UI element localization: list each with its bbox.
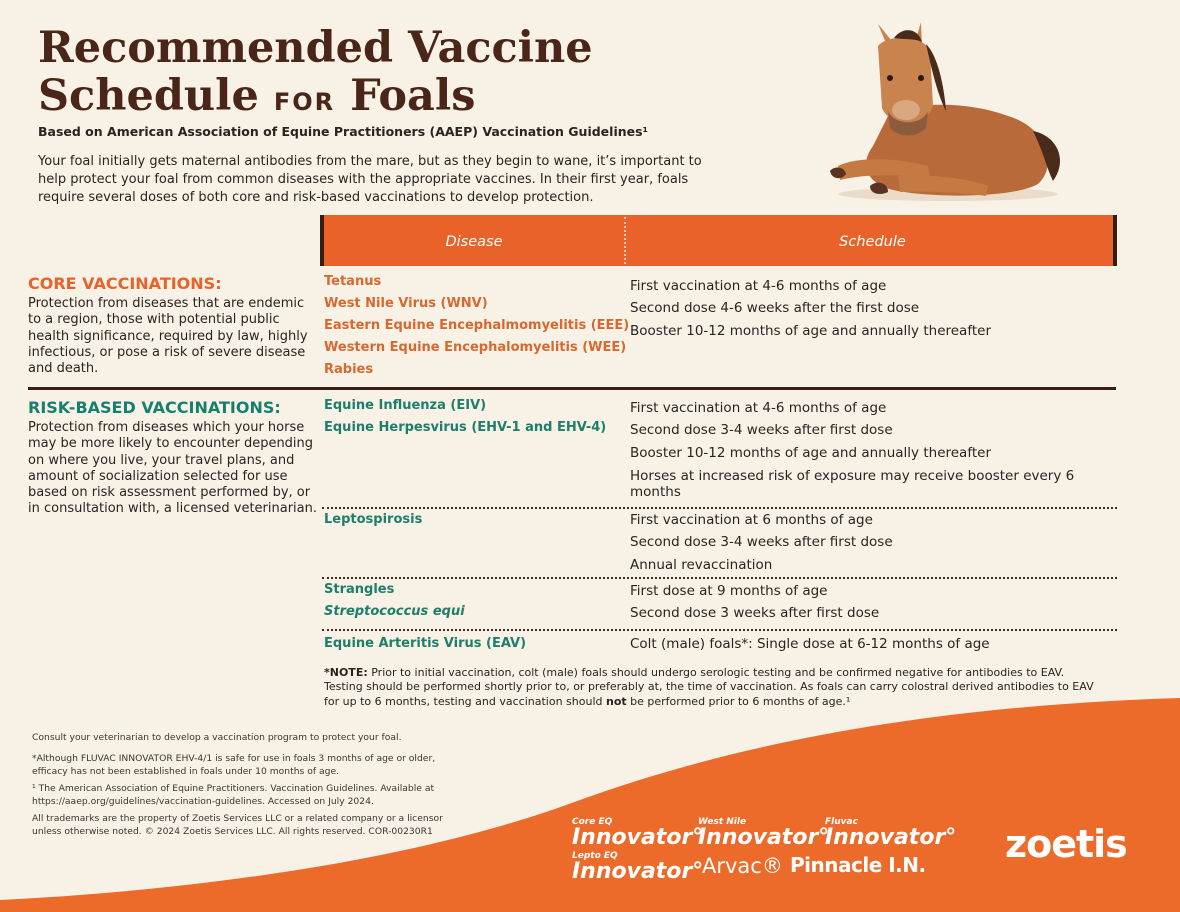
disease-name: Rabies bbox=[324, 362, 374, 377]
disease-name: Equine Influenza (EIV) bbox=[324, 398, 487, 413]
schedule-item: Annual revaccination bbox=[630, 556, 773, 573]
group-divider bbox=[322, 629, 1117, 631]
title-line-1: Recommended Vaccine bbox=[38, 23, 593, 73]
schedule-item: Booster 10-12 months of age and annually thereafter bbox=[630, 444, 991, 461]
disease-name: Strangles bbox=[324, 582, 395, 597]
fluvac-innovator-logo bbox=[825, 818, 956, 849]
lepto-eq-innovator-logo bbox=[572, 852, 703, 883]
logo-prefix: Fluvac bbox=[825, 817, 858, 827]
risk-group-3-schedule bbox=[630, 580, 879, 625]
risk-group-2-schedule bbox=[630, 509, 893, 576]
logo-prefix: Core EQ bbox=[572, 817, 613, 827]
logo-name: Innovator° bbox=[572, 825, 704, 850]
risk-group-1-diseases bbox=[324, 395, 606, 439]
disease-name: Eastern Equine Encephalmomyelitis (EEE) bbox=[324, 318, 630, 333]
note-emphasis: not bbox=[605, 694, 627, 708]
risk-group-4-schedule bbox=[630, 633, 990, 655]
core-vaccinations-title: CORE VACCINATIONS: bbox=[28, 274, 222, 293]
arvac-logo: Arvac® bbox=[702, 854, 783, 878]
schedule-item: Second dose 4-6 weeks after the first dose bbox=[630, 300, 920, 317]
intro-paragraph: Your foal initially gets maternal antibodies from the mare, but as they begin to wane, it’s important to help protect your foal from common diseases with the appropriate vaccines. In their first year, foals require several doses of both core and risk-based vaccinations to develop protection. bbox=[38, 154, 702, 205]
schedule-item: Second dose 3 weeks after first dose bbox=[630, 605, 880, 622]
risk-based-vaccinations-description: Protection from diseases which your horse may be more likely to encounter depending on where you live, your travel plans, and amount of socialization selected for use based on risk assessment performed by, or in consultation with, a licensed veterinarian. bbox=[28, 420, 317, 517]
column-header-schedule: Schedule bbox=[839, 234, 906, 250]
disease-name: Leptospirosis bbox=[324, 512, 423, 527]
section-divider bbox=[28, 387, 1116, 390]
page-title bbox=[38, 24, 593, 126]
schedule-item: First vaccination at 4-6 months of age bbox=[630, 278, 887, 294]
column-header-disease: Disease bbox=[445, 234, 503, 250]
schedule-item: Booster 10-12 months of age and annually thereafter bbox=[630, 322, 991, 339]
west-nile-innovator-logo bbox=[698, 818, 829, 849]
risk-group-2-diseases bbox=[324, 509, 422, 531]
subtitle: Based on American Association of Equine Practitioners (AAEP) Vaccination Guidelines¹ bbox=[38, 124, 649, 139]
note-text-b: be performed prior to 6 months of age.¹ bbox=[626, 694, 851, 708]
schedule-item: Colt (male) foals*: Single dose at 6-12 months of age bbox=[630, 636, 990, 652]
disease-name: Streptococcus equi bbox=[324, 604, 465, 619]
footnotes bbox=[32, 731, 452, 842]
logo-name: Innovator° bbox=[825, 825, 957, 850]
title-line-2b: Foals bbox=[350, 71, 476, 121]
note-text-a: Prior to initial vaccination, colt (male) foals should undergo serologic testing and be confirmed negative for antibodies to EAV. Testing should be performed shortly prior to, or preferably at, the time of vaccination. As foals can carry colostral derived antibodies to EAV for up to 6 months, testing and vaccination should bbox=[324, 666, 1094, 708]
logo-name: Innovator° bbox=[698, 825, 830, 850]
risk-group-3-diseases bbox=[324, 579, 465, 623]
title-line-2a: Schedule bbox=[38, 71, 259, 121]
note-label: *NOTE: bbox=[324, 666, 368, 679]
zoetis-logo: zoetis bbox=[1005, 822, 1127, 866]
footnote: ¹ The American Association of Equine Practitioners. Vaccination Guidelines. Available at https://aaep.org/guidelines/vaccination-guidelines. Accessed on July 2024. bbox=[32, 783, 435, 807]
pinnacle-logo: Pinnacle I.N. bbox=[790, 853, 926, 877]
schedule-item: First dose at 9 months of age bbox=[630, 583, 828, 599]
core-vaccinations-description: Protection from diseases that are endemic to a region, those with potential public health significance, required by law, highly infectious, or pose a risk of severe disease and death. bbox=[28, 296, 308, 377]
schedule-item: Second dose 3-4 weeks after first dose bbox=[630, 422, 893, 439]
core-disease-list bbox=[324, 271, 629, 381]
footnote: All trademarks are the property of Zoetis Services LLC or a related company or a licensor unless otherwise noted. © 2024 Zoetis Services LLC. All rights reserved. COR-00230R1 bbox=[32, 813, 443, 837]
schedule-item: Second dose 3-4 weeks after first dose bbox=[630, 534, 893, 551]
logo-name: Innovator° bbox=[572, 859, 704, 884]
logo-prefix: Lepto EQ bbox=[572, 851, 618, 861]
disease-name: Equine Arteritis Virus (EAV) bbox=[324, 636, 527, 651]
disease-name: Tetanus bbox=[324, 274, 382, 289]
schedule-item: Horses at increased risk of exposure may receive booster every 6 months bbox=[630, 467, 1075, 500]
header-divider bbox=[624, 217, 626, 264]
core-eq-innovator-logo bbox=[572, 818, 703, 849]
disease-name: West Nile Virus (WNV) bbox=[324, 296, 488, 311]
schedule-item: First vaccination at 4-6 months of age bbox=[630, 400, 887, 416]
risk-group-1-schedule bbox=[630, 397, 1090, 502]
disease-name: Equine Herpesvirus (EHV-1 and EHV-4) bbox=[324, 420, 607, 435]
footnote: Consult your veterinarian to develop a vaccination program to protect your foal. bbox=[32, 732, 402, 743]
foal-illustration bbox=[818, 16, 1073, 206]
footnote: *Although FLUVAC INNOVATOR EHV-4/1 is safe for use in foals 3 months of age or older, efficacy has not been established in foals under 10 months of age. bbox=[32, 753, 436, 777]
disease-name: Western Equine Encephalomyelitis (WEE) bbox=[324, 340, 627, 355]
schedule-item: First vaccination at 6 months of age bbox=[630, 512, 873, 528]
core-schedule-list bbox=[630, 275, 991, 342]
title-for: FOR bbox=[273, 88, 336, 116]
risk-group-4-diseases bbox=[324, 633, 526, 655]
risk-based-vaccinations-title: RISK-BASED VACCINATIONS: bbox=[28, 398, 281, 417]
table-header bbox=[320, 215, 1117, 266]
logo-prefix: West Nile bbox=[698, 817, 747, 827]
